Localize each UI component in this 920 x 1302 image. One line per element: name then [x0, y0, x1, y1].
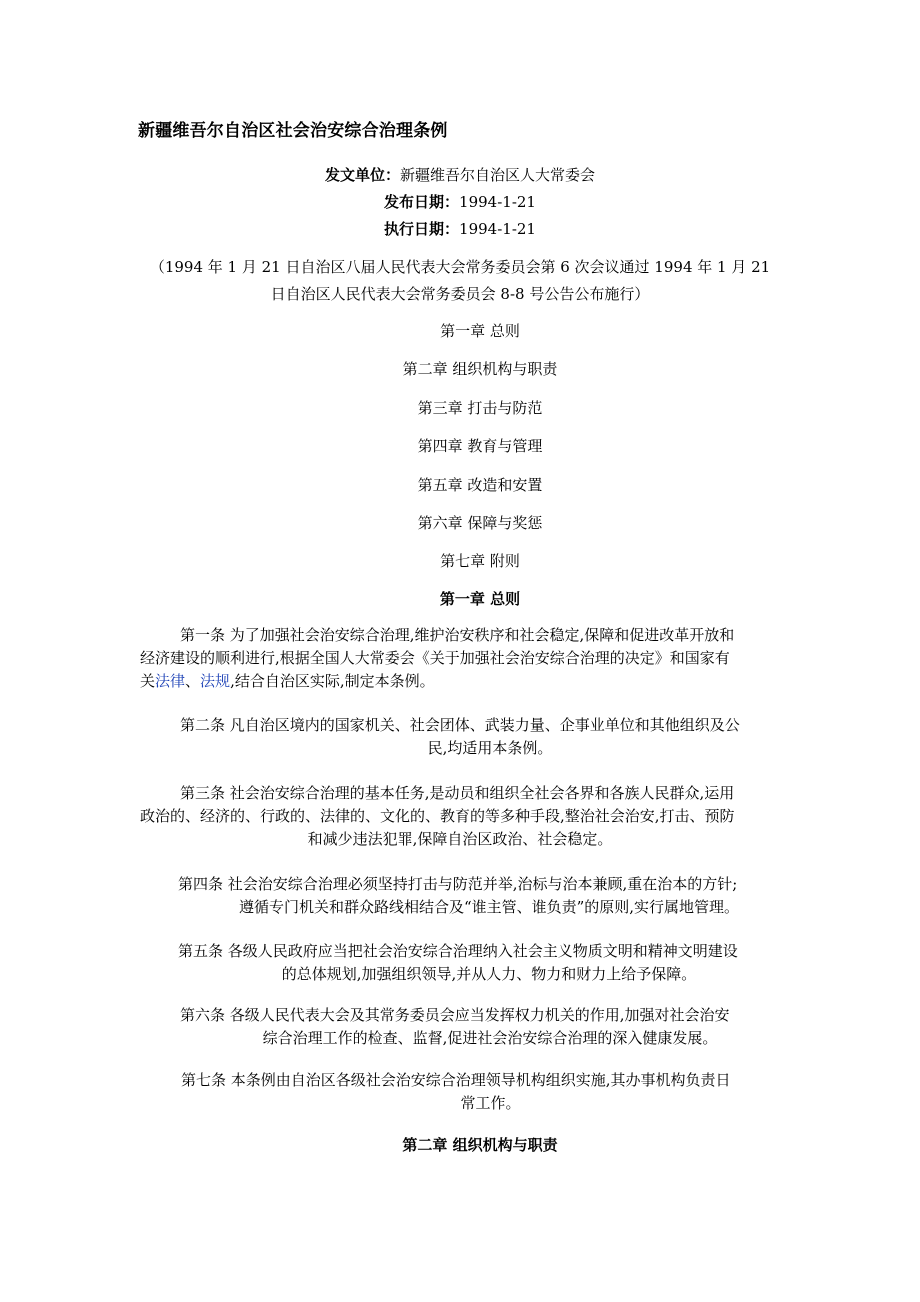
toc-item[interactable]: 第五章 改造和安置: [417, 476, 543, 494]
document-title: 新疆维吾尔自治区社会治安综合治理条例: [138, 121, 448, 141]
article-text: 、: [185, 672, 201, 690]
publish-date-label: 发布日期：: [384, 193, 460, 211]
regulation-link[interactable]: 法规: [200, 672, 231, 690]
article-line: 第一条 为了加强社会治安综合治理,维护治安秩序和社会稳定,保障和促进改革开放和: [180, 626, 735, 644]
article-5: [178, 940, 800, 986]
article-line: 第七条 本条例由自治区各级社会治安综合治理领导机构组织实施,其办事机构负责日: [181, 1071, 731, 1089]
adoption-note: [140, 254, 780, 308]
article-6: [180, 1004, 800, 1050]
toc-item[interactable]: 第三章 打击与防范: [417, 399, 543, 417]
article-line: 经济建设的顺利进行,根据全国人大常委会《关于加强社会治安综合治理的决定》和国家有: [140, 649, 730, 667]
article-1: [140, 624, 780, 693]
article-line: 常工作。: [460, 1094, 521, 1112]
toc-item[interactable]: 第七章 附则: [440, 552, 520, 570]
adoption-note-line: （1994 年 1 月 21 日自治区八届人民代表大会常务委员会第 6 次会议通过 1994 年 1 月 21: [149, 258, 771, 276]
chapter-heading: 第二章 组织机构与职责: [402, 1136, 558, 1154]
article-line: 第四条 社会治安综合治理必须坚持打击与防范并举,治标与治本兼顾,重在治本的方针;: [178, 875, 738, 893]
article-line: [140, 670, 780, 693]
article-4: [178, 873, 800, 919]
article-3: [140, 782, 780, 851]
article-text: 关: [140, 672, 156, 690]
article-line: 第三条 社会治安综合治理的基本任务,是动员和组织全社会各界和各族人民群众,运用: [180, 784, 735, 802]
issuer-label: 发文单位：: [324, 166, 400, 184]
toc-item[interactable]: 第二章 组织机构与职责: [402, 360, 558, 378]
article-line: 第二条 凡自治区境内的国家机关、社会团体、武装力量、企事业单位和其他组织及公: [180, 716, 740, 734]
chapter-heading: 第一章 总则: [439, 590, 521, 608]
effective-date-line: [0, 218, 920, 239]
publish-date-value: 1994-1-21: [459, 193, 536, 211]
effective-date-label: 执行日期：: [384, 220, 460, 238]
toc-item[interactable]: 第六章 保障与奖惩: [417, 514, 543, 532]
article-line: 综合治理工作的检查、监督,促进社会治安综合治理的深入健康发展。: [262, 1029, 718, 1047]
issuer-line: [0, 164, 920, 185]
article-2: [180, 714, 800, 760]
issuer-value: 新疆维吾尔自治区人大常委会: [400, 166, 596, 184]
article-line: 的总体规划,加强组织领导,并从人力、物力和财力上给予保障。: [281, 965, 697, 983]
article-line: 第五条 各级人民政府应当把社会治安综合治理纳入社会主义物质文明和精神文明建设: [178, 942, 738, 960]
article-line: 遵循专门机关和群众路线相结合及“谁主管、谁负责”的原则,实行属地管理。: [238, 898, 740, 916]
article-line: 民,均适用本条例。: [427, 739, 553, 757]
article-line: 政治的、经济的、行政的、法律的、文化的、教育的等多种手段,整治社会治安,打击、预防: [140, 807, 735, 825]
law-link[interactable]: 法律: [155, 672, 186, 690]
effective-date-value: 1994-1-21: [459, 220, 536, 238]
toc-item[interactable]: 第四章 教育与管理: [417, 437, 543, 455]
article-line: 第六条 各级人民代表大会及其常务委员会应当发挥权力机关的作用,加强对社会治安: [180, 1006, 730, 1024]
toc-item[interactable]: 第一章 总则: [440, 322, 520, 340]
article-text: ,结合自治区实际,制定本条例。: [230, 672, 435, 690]
article-line: 和减少违法犯罪,保障自治区政治、社会稳定。: [307, 830, 613, 848]
adoption-note-line: 日自治区人民代表大会常务委员会 8-8 号公告公布施行）: [270, 285, 650, 303]
publish-date-line: [0, 191, 920, 212]
article-7: [181, 1069, 800, 1115]
